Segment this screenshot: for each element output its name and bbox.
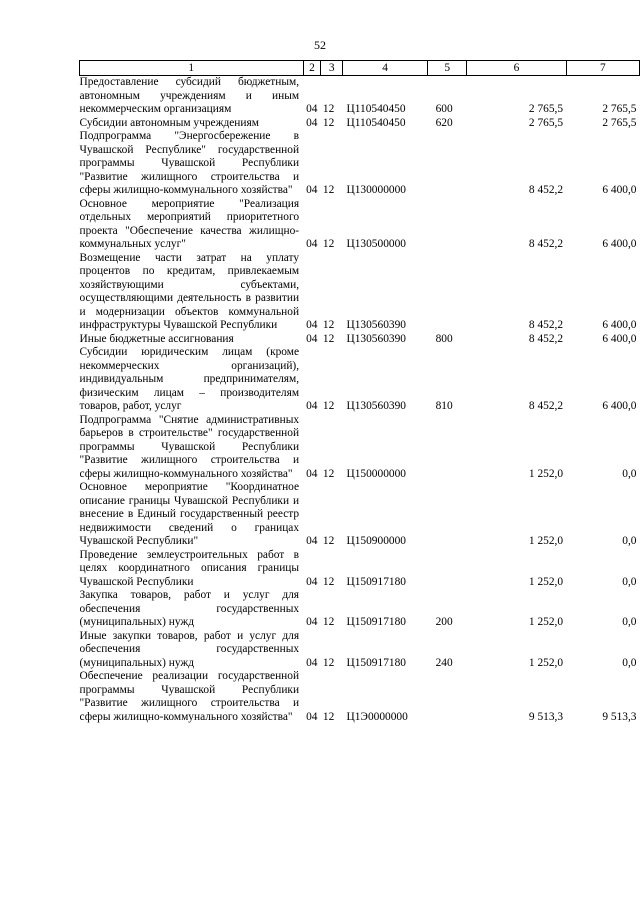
row-expense-type: 600 xyxy=(435,103,453,115)
row-expense-type: 200 xyxy=(435,616,453,628)
header-col-6: 6 xyxy=(467,61,566,76)
row-target-article: Ц150000000 xyxy=(346,467,406,480)
row-subsection: 12 xyxy=(322,319,335,331)
table-row xyxy=(80,198,640,252)
header-col-5: 5 xyxy=(428,61,467,76)
row-subsection: 12 xyxy=(322,710,335,723)
row-amount-col7: 0,0 xyxy=(622,616,637,628)
header-row xyxy=(80,61,640,76)
row-name: Обеспечение реализации государственной программы Чувашской Республики "Развитие жилищного строительства и сферы жилищно-коммунального хозяйства" xyxy=(79,670,300,723)
row-amount-col6: 8 452,2 xyxy=(528,400,564,412)
row-amount-col7: 6 400,0 xyxy=(602,332,637,345)
row-section: 04 xyxy=(306,319,318,331)
row-subsection: 12 xyxy=(322,116,335,129)
row-name: Иные бюджетные ассигнования xyxy=(79,332,234,345)
header-col-4: 4 xyxy=(343,61,428,76)
row-target-article: Ц130500000 xyxy=(346,238,406,250)
row-section: 04 xyxy=(306,238,318,250)
row-name: Субсидии юридическим лицам (кроме некоммерческих организаций), индивидуальным предпринимателям, физическим лицам – производителям товаров, работ, услуг xyxy=(79,346,300,412)
row-section: 04 xyxy=(306,332,318,345)
row-amount-col7: 0,0 xyxy=(622,575,637,588)
table-row xyxy=(80,76,640,117)
row-amount-col6: 8 452,2 xyxy=(528,332,564,345)
row-amount-col7: 0,0 xyxy=(622,467,637,480)
row-name: Подпрограмма "Снятие административных барьеров в строительстве" государственной программы Чувашской Республики "Развитие жилищного строительства и сферы жилищно-коммунального хозяйства" xyxy=(79,413,300,480)
header-col-1: 1 xyxy=(80,61,304,76)
row-subsection: 12 xyxy=(322,184,335,196)
row-amount-col6: 1 252,0 xyxy=(528,575,564,588)
row-target-article: Ц1Э0000000 xyxy=(346,710,408,723)
row-amount-col6: 9 513,3 xyxy=(528,710,564,723)
row-target-article: Ц130560390 xyxy=(346,400,406,412)
budget-table xyxy=(79,60,640,724)
row-name: Проведение землеустроительных работ в целях координатного описания границы Чувашской Республики xyxy=(79,548,300,588)
row-section: 04 xyxy=(306,103,318,115)
table-row xyxy=(80,130,640,198)
row-subsection: 12 xyxy=(322,467,335,480)
row-amount-col7: 0,0 xyxy=(622,656,637,669)
row-amount-col7: 6 400,0 xyxy=(602,400,637,412)
row-target-article: Ц150917180 xyxy=(346,575,406,588)
row-section: 04 xyxy=(306,710,318,723)
table-row xyxy=(80,481,640,549)
row-expense-type: 240 xyxy=(435,656,453,669)
row-amount-col6: 8 452,2 xyxy=(528,238,564,250)
table-row xyxy=(80,670,640,724)
row-target-article: Ц130560390 xyxy=(346,319,406,331)
row-name: Субсидии автономным учреждениям xyxy=(79,116,259,129)
row-target-article: Ц150917180 xyxy=(346,616,406,628)
row-subsection: 12 xyxy=(322,535,335,547)
row-target-article: Ц150917180 xyxy=(346,656,406,669)
row-subsection: 12 xyxy=(322,332,335,345)
page-number: 52 xyxy=(314,38,326,52)
row-amount-col7: 6 400,0 xyxy=(602,184,637,196)
row-amount-col6: 2 765,5 xyxy=(528,103,564,115)
row-amount-col6: 1 252,0 xyxy=(528,656,564,669)
row-amount-col6: 1 252,0 xyxy=(528,535,564,547)
table-row xyxy=(80,252,640,333)
row-amount-col7: 0,0 xyxy=(622,535,637,547)
row-name: Предоставление субсидий бюджетным, автономным учреждениям и иным некоммерческим организациям xyxy=(79,76,300,115)
table-row xyxy=(80,346,640,414)
table-row xyxy=(80,549,640,590)
row-expense-type xyxy=(428,670,467,724)
row-section: 04 xyxy=(306,116,318,129)
row-amount-col6: 8 452,2 xyxy=(528,184,564,196)
row-subsection: 12 xyxy=(322,103,335,115)
row-name: Подпрограмма "Энергосбережение в Чувашской Республике" государственной программы Чувашской Республики "Развитие жилищного строительства и сферы жилищно-коммунального хозяйства" xyxy=(79,130,300,196)
row-section: 04 xyxy=(306,467,318,480)
row-expense-type xyxy=(428,414,467,482)
row-expense-type: 800 xyxy=(435,332,453,345)
row-target-article: Ц110540450 xyxy=(346,103,406,115)
row-section: 04 xyxy=(306,184,318,196)
row-amount-col7: 9 513,3 xyxy=(602,710,637,723)
table-row xyxy=(80,333,640,347)
row-amount-col6: 2 765,5 xyxy=(528,116,564,129)
row-name: Основное мероприятие "Координатное описание границы Чувашской Республики и внесение в Единый государственный реестр недвижимости сведений о границах Чувашской Республики" xyxy=(79,481,300,547)
row-amount-col6: 1 252,0 xyxy=(528,467,564,480)
row-name: Основное мероприятие "Реализация отдельных мероприятий приоритетного проекта "Обеспечение качества жилищно-коммунальных услуг" xyxy=(79,197,300,250)
table-row xyxy=(80,117,640,131)
row-section: 04 xyxy=(306,535,318,547)
header-col-7: 7 xyxy=(566,61,639,76)
row-name: Закупка товаров, работ и услуг для обеспечения государственных (муниципальных) нужд xyxy=(79,589,300,628)
row-expense-type: 620 xyxy=(435,116,453,129)
row-amount-col7: 2 765,5 xyxy=(602,103,637,115)
row-expense-type xyxy=(428,252,467,333)
row-subsection: 12 xyxy=(322,400,335,412)
row-section: 04 xyxy=(306,656,318,669)
row-subsection: 12 xyxy=(322,575,335,588)
table-row xyxy=(80,589,640,630)
row-name: Возмещение части затрат на уплату процентов по кредитам, привлекаемым хозяйствующими субъектами, осуществляющими деятельность в развитии и модернизации объектов коммунальной инфраструктуры Чувашской Республики xyxy=(79,251,300,331)
row-section: 04 xyxy=(306,575,318,588)
header-col-3: 3 xyxy=(321,61,343,76)
row-expense-type xyxy=(428,481,467,549)
row-amount-col6: 1 252,0 xyxy=(528,616,564,628)
row-target-article: Ц130560390 xyxy=(346,332,406,345)
row-target-article: Ц150900000 xyxy=(346,535,406,547)
header-col-2: 2 xyxy=(303,61,321,76)
row-amount-col7: 6 400,0 xyxy=(602,238,637,250)
row-subsection: 12 xyxy=(322,656,335,669)
row-name: Иные закупки товаров, работ и услуг для обеспечения государственных (муниципальных) нужд xyxy=(79,629,300,669)
row-expense-type: 810 xyxy=(435,400,453,412)
row-amount-col7: 6 400,0 xyxy=(602,319,637,331)
row-amount-col6: 8 452,2 xyxy=(528,319,564,331)
table-row xyxy=(80,630,640,671)
row-section: 04 xyxy=(306,400,318,412)
row-subsection: 12 xyxy=(322,616,335,628)
row-section: 04 xyxy=(306,616,318,628)
row-target-article: Ц130000000 xyxy=(346,184,406,196)
row-expense-type xyxy=(428,198,467,252)
table-row xyxy=(80,414,640,482)
row-expense-type xyxy=(428,130,467,198)
row-amount-col7: 2 765,5 xyxy=(602,116,637,129)
row-subsection: 12 xyxy=(322,238,335,250)
row-expense-type xyxy=(428,549,467,590)
row-target-article: Ц110540450 xyxy=(346,116,406,129)
